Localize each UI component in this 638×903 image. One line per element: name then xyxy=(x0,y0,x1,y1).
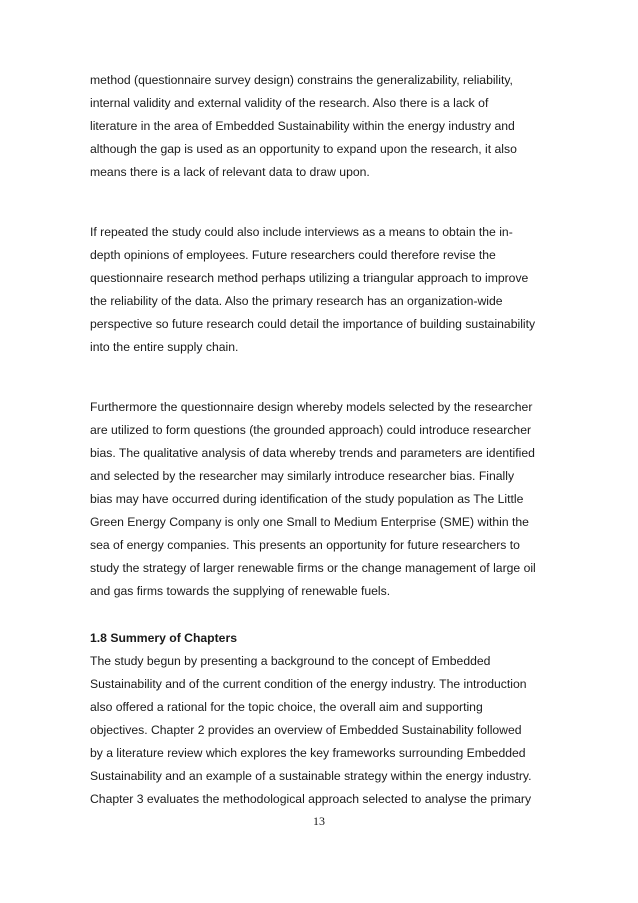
text-line: Furthermore the questionnaire design whereby models selected by the researcher xyxy=(90,400,533,414)
text-line: perspective so future research could detail the importance of building sustainability xyxy=(90,317,536,331)
paragraph-limitations xyxy=(90,69,570,184)
text-line: by a literature review which explores the key frameworks surrounding Embedded xyxy=(90,746,526,760)
text-line: are utilized to form questions (the grounded approach) could introduce researcher xyxy=(90,423,532,437)
text-line: although the gap is used as an opportunity to expand upon the research, it also xyxy=(90,142,517,156)
text-line: Sustainability and an example of a sustainable strategy within the energy industry. xyxy=(90,769,532,783)
text-line: Green Energy Company is only one Small to Medium Enterprise (SME) within the xyxy=(90,515,529,529)
text-line: If repeated the study could also include interviews as a means to obtain the in- xyxy=(90,225,513,239)
paragraph-future-research xyxy=(90,221,570,359)
text-line: Sustainability and of the current condition of the energy industry. The introduction xyxy=(90,677,527,691)
paragraph-spacer xyxy=(90,184,570,221)
section-heading: 1.8 Summery of Chapters xyxy=(90,631,237,645)
text-line: sea of energy companies. This presents an opportunity for future researchers to xyxy=(90,538,520,552)
text-line: also offered a rational for the topic choice, the overall aim and supporting xyxy=(90,700,483,714)
text-line: study the strategy of larger renewable firms or the change management of large oil xyxy=(90,561,536,575)
text-line: literature in the area of Embedded Sustainability within the energy industry and xyxy=(90,119,515,133)
paragraph-spacer xyxy=(90,359,570,396)
text-line: and selected by the researcher may similarly introduce researcher bias. Finally xyxy=(90,469,515,483)
text-line: the reliability of the data. Also the primary research has an organization-wide xyxy=(90,294,503,308)
paragraph-bias xyxy=(90,396,570,603)
text-line: into the entire supply chain. xyxy=(90,340,239,354)
text-line: questionnaire research method perhaps utilizing a triangular approach to improve xyxy=(90,271,529,285)
section-summary-of-chapters xyxy=(90,627,570,811)
text-line: means there is a lack of relevant data to draw upon. xyxy=(90,165,370,179)
text-line: bias may have occurred during identification of the study population as The Little xyxy=(90,492,524,506)
text-line: method (questionnaire survey design) constrains the generalizability, reliability, xyxy=(90,73,513,87)
text-line: The study begun by presenting a background to the concept of Embedded xyxy=(90,654,491,668)
text-line: Chapter 3 evaluates the methodological approach selected to analyse the primary xyxy=(90,792,532,806)
text-line: bias. The qualitative analysis of data whereby trends and parameters are identified xyxy=(90,446,535,460)
text-line: depth opinions of employees. Future researchers could therefore revise the xyxy=(90,248,496,262)
text-line: objectives. Chapter 2 provides an overview of Embedded Sustainability followed xyxy=(90,723,522,737)
paragraph-spacer xyxy=(90,603,570,627)
page-number: 13 xyxy=(313,814,325,828)
page-body xyxy=(90,69,570,811)
text-line: internal validity and external validity of the research. Also there is a lack of xyxy=(90,96,489,110)
text-line: and gas firms towards the supplying of renewable fuels. xyxy=(90,584,391,598)
